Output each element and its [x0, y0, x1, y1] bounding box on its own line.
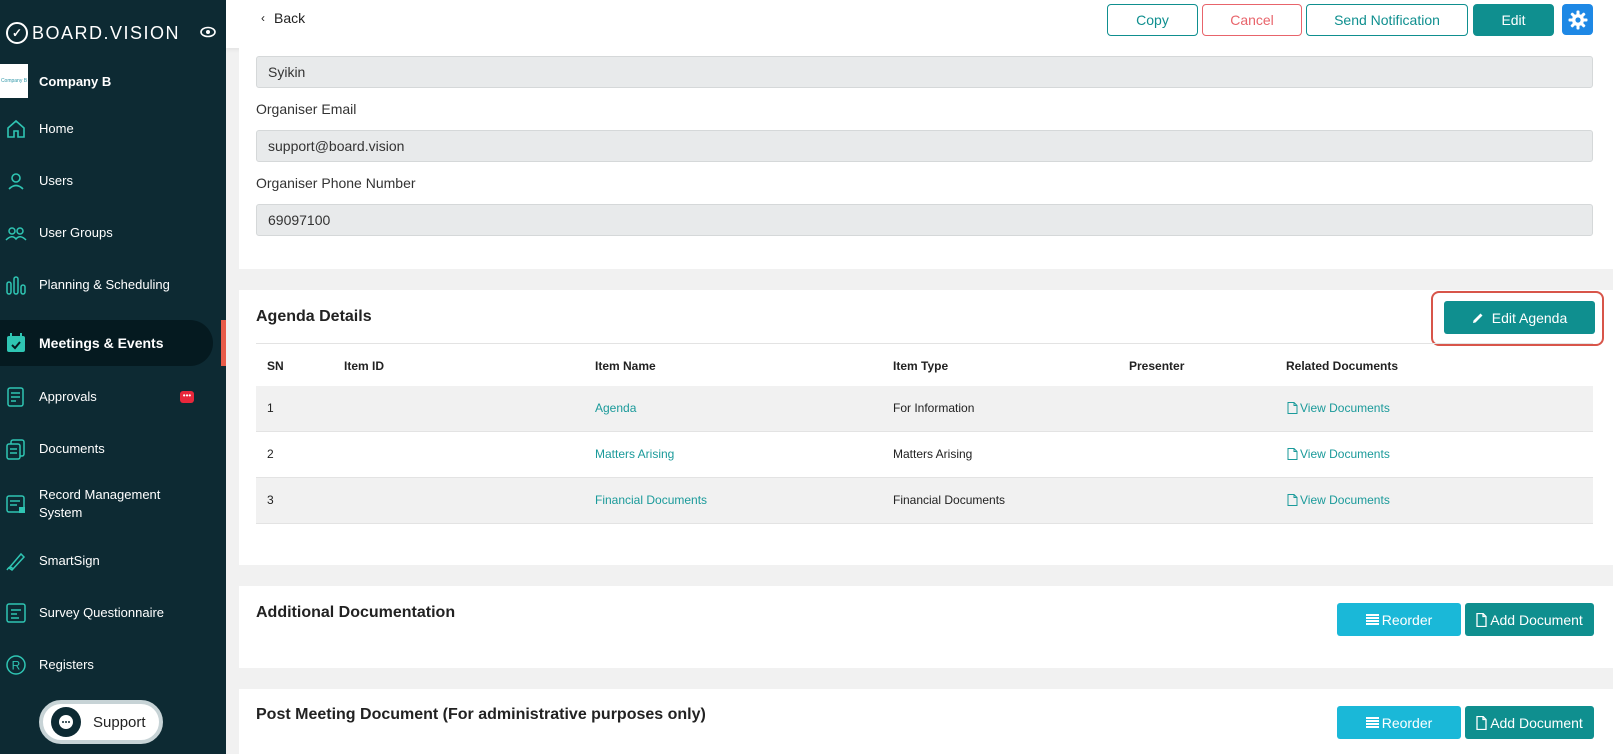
sidebar-item-label: SmartSign	[39, 553, 100, 568]
agenda-card	[239, 290, 1613, 565]
app-logo[interactable]	[6, 20, 216, 46]
sidebar-item-meetings[interactable]	[0, 320, 213, 366]
cancel-button[interactable]: Cancel	[1202, 4, 1302, 36]
column-header-item-id: Item ID	[344, 359, 385, 373]
table-divider	[256, 343, 1593, 344]
sidebar-item-label: Survey Questionnaire	[39, 605, 165, 620]
cell-sn: 1	[267, 401, 274, 415]
table-row	[256, 386, 1593, 432]
view-documents-link[interactable]	[1287, 493, 1390, 507]
reorder-button[interactable]	[1337, 706, 1461, 739]
agenda-item-link[interactable]: Agenda	[595, 401, 637, 415]
organiser-phone-label: Organiser Phone Number	[256, 175, 416, 191]
notification-badge: •••	[180, 391, 194, 403]
sidebar-item-records[interactable]	[0, 478, 213, 530]
home-icon	[5, 118, 27, 140]
sidebar-item-home[interactable]	[0, 106, 213, 152]
view-documents-label: View Documents	[1300, 447, 1390, 461]
additional-documentation-card	[239, 586, 1613, 668]
reorder-button[interactable]	[1337, 603, 1461, 636]
pen-icon	[5, 550, 27, 572]
registered-icon	[5, 654, 27, 676]
sidebar-item-approvals[interactable]	[0, 374, 213, 420]
gear-icon	[1568, 10, 1588, 30]
organiser-card	[239, 48, 1613, 269]
company-logo: Company B	[0, 64, 28, 98]
record-icon	[5, 493, 27, 515]
back-label: Back	[274, 10, 306, 26]
add-document-label: Add Document	[1490, 714, 1583, 731]
active-indicator	[221, 320, 226, 366]
eye-icon[interactable]	[200, 24, 216, 40]
sidebar-item-label: Documents	[39, 441, 105, 456]
chevron-left-icon: ‹	[261, 11, 265, 25]
column-header-item-name: Item Name	[595, 359, 656, 373]
file-icon	[1476, 613, 1487, 627]
view-documents-label: View Documents	[1300, 401, 1390, 415]
users-icon	[5, 222, 27, 244]
support-label: Support	[93, 713, 146, 731]
sidebar-item-documents[interactable]	[0, 426, 213, 472]
file-icon	[1287, 402, 1298, 414]
sidebar-item-label: Registers	[39, 657, 94, 672]
sidebar-item-users[interactable]	[0, 158, 213, 204]
sidebar-item-smartsign[interactable]	[0, 538, 213, 584]
send-notification-button[interactable]: Send Notification	[1306, 4, 1468, 36]
table-row	[256, 478, 1593, 524]
post-meeting-card	[239, 689, 1613, 754]
agenda-title: Agenda Details	[256, 308, 372, 325]
logo-mark-icon: ✓	[6, 22, 28, 44]
cell-item-type: Matters Arising	[893, 447, 973, 461]
sidebar-item-label: Home	[39, 121, 74, 136]
back-button[interactable]	[261, 10, 305, 26]
company-switcher[interactable]	[0, 64, 220, 98]
add-document-button[interactable]	[1465, 603, 1594, 636]
view-documents-label: View Documents	[1300, 493, 1390, 507]
user-icon	[5, 170, 27, 192]
additional-documentation-title: Additional Documentation	[256, 604, 456, 621]
approval-icon	[5, 386, 27, 408]
sidebar-item-label: User Groups	[39, 225, 113, 240]
file-icon	[1287, 494, 1298, 506]
column-header-presenter: Presenter	[1129, 359, 1185, 373]
table-row	[256, 432, 1593, 478]
edit-agenda-button[interactable]	[1444, 301, 1595, 334]
top-toolbar	[226, 0, 1613, 48]
chat-icon	[51, 707, 81, 737]
post-meeting-title: Post Meeting Document (For administrative purposes only)	[256, 706, 706, 723]
cell-item-type: For Information	[893, 401, 975, 415]
edit-agenda-label: Edit Agenda	[1491, 309, 1568, 326]
organiser-phone-field[interactable]: 69097100	[256, 204, 1593, 236]
add-document-label: Add Document	[1490, 611, 1583, 628]
pencil-icon	[1472, 312, 1484, 324]
svg-text:R: R	[11, 658, 21, 673]
cell-sn: 2	[267, 447, 274, 461]
sidebar	[0, 0, 226, 754]
sidebar-item-planning[interactable]	[0, 262, 213, 308]
sidebar-item-label: Record Management System	[39, 487, 161, 520]
view-documents-link[interactable]	[1287, 447, 1390, 461]
agenda-item-link[interactable]: Financial Documents	[595, 493, 708, 507]
sidebar-item-label: Users	[39, 173, 73, 188]
sidebar-item-label: Meetings & Events	[39, 335, 164, 351]
sidebar-item-survey[interactable]	[0, 590, 213, 636]
company-name: Company B	[39, 73, 112, 89]
list-icon	[1366, 717, 1379, 728]
survey-icon	[5, 602, 27, 624]
sidebar-item-registers[interactable]	[0, 642, 213, 688]
support-button[interactable]	[39, 700, 163, 744]
file-icon	[1476, 716, 1487, 730]
organiser-email-label: Organiser Email	[256, 101, 357, 117]
sidebar-item-label: Planning & Scheduling	[39, 277, 170, 292]
settings-button[interactable]	[1562, 4, 1593, 35]
logo-text: BOARD.VISION	[32, 22, 181, 43]
add-document-button[interactable]	[1465, 706, 1594, 739]
column-header-sn: SN	[267, 359, 284, 373]
reorder-label: Reorder	[1381, 714, 1433, 731]
cell-sn: 3	[267, 493, 274, 507]
column-header-item-type: Item Type	[893, 359, 949, 373]
chart-icon	[5, 274, 27, 296]
calendar-icon	[5, 332, 27, 354]
organiser-name-field[interactable]: Syikin	[256, 56, 1593, 88]
file-icon	[1287, 448, 1298, 460]
column-header-related-documents: Related Documents	[1286, 359, 1399, 373]
documents-icon	[5, 438, 27, 460]
cell-item-type: Financial Documents	[893, 493, 1006, 507]
sidebar-item-user-groups[interactable]	[0, 210, 213, 256]
view-documents-link[interactable]	[1287, 401, 1390, 415]
agenda-item-link[interactable]: Matters Arising	[595, 447, 675, 461]
edit-button[interactable]: Edit	[1473, 4, 1554, 36]
organiser-email-field[interactable]: support@board.vision	[256, 130, 1593, 162]
reorder-label: Reorder	[1381, 611, 1433, 628]
copy-button[interactable]: Copy	[1107, 4, 1198, 36]
list-icon	[1366, 614, 1379, 625]
sidebar-item-label: Approvals	[39, 389, 97, 404]
